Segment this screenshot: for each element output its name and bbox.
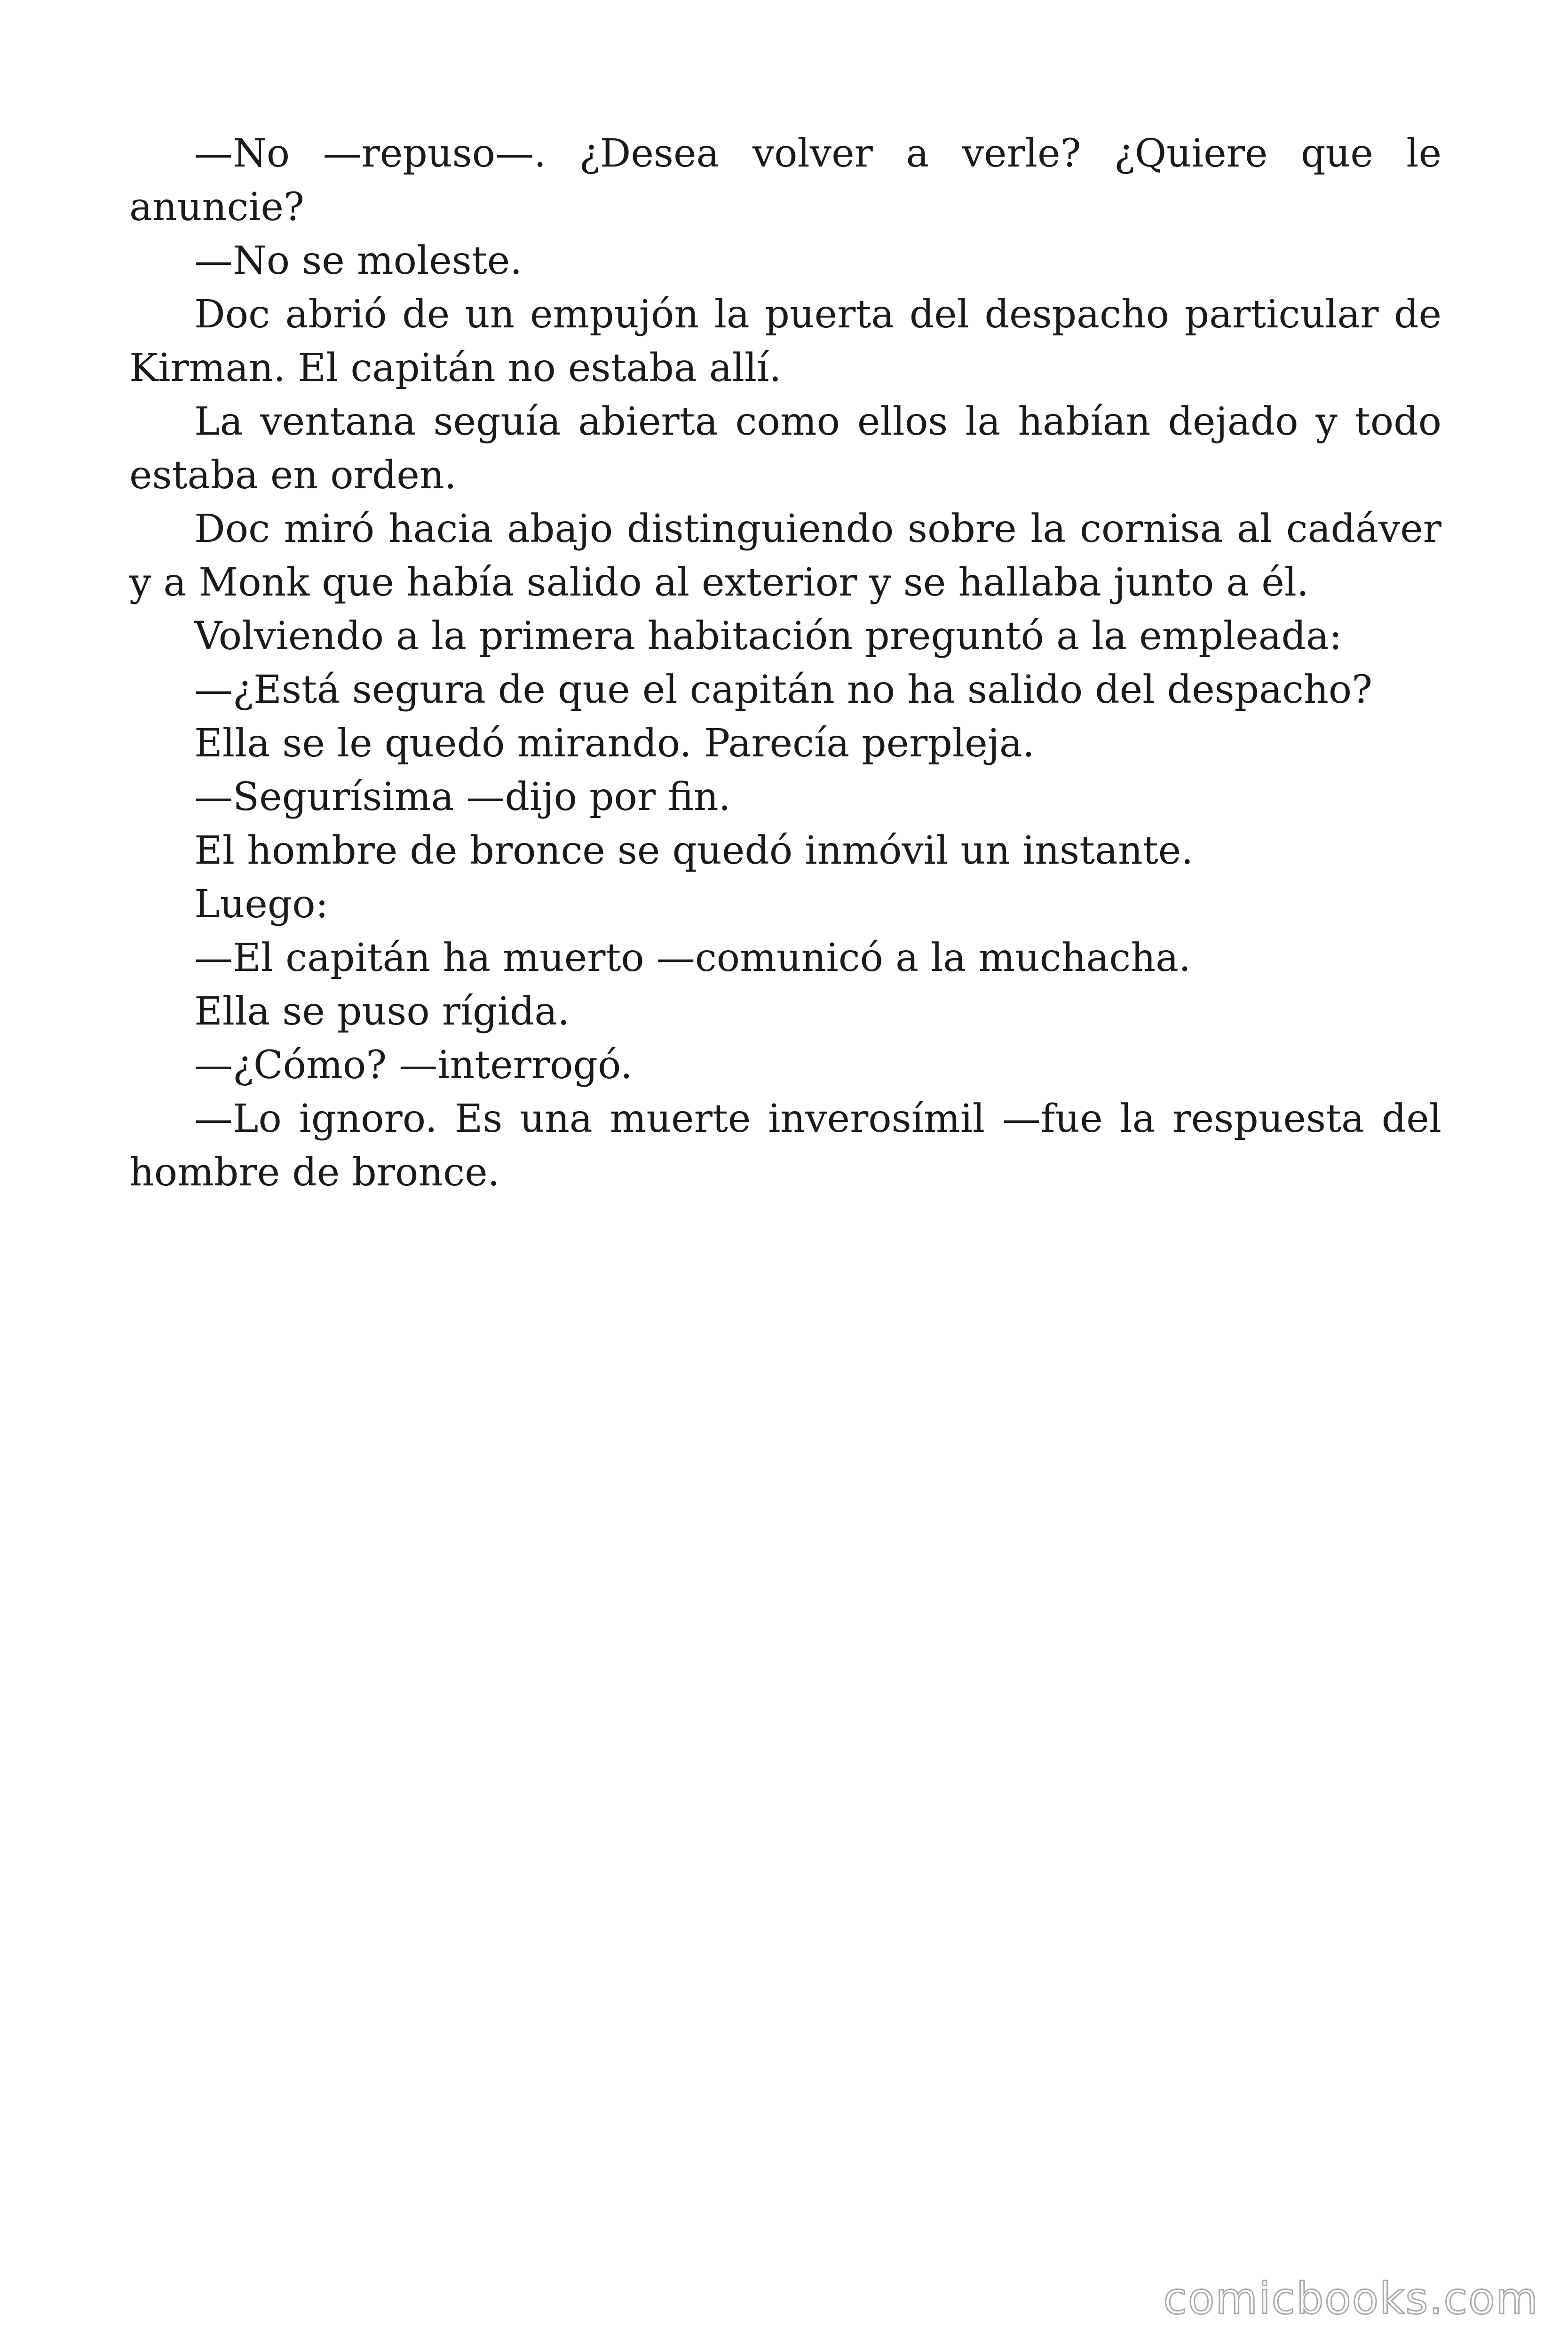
paragraph: —El capitán ha muerto —comunicó a la muchacha. [194, 936, 1191, 980]
paragraph: —¿Está segura de que el capitán no ha salido del despacho? [194, 667, 1373, 712]
paragraph: —¿Cómo? —interrogó. [194, 1043, 633, 1088]
paragraph: Ella se le quedó mirando. Parecía perpleja. [194, 721, 1035, 766]
paragraph: La ventana seguía abierta como ellos la habían dejado y todo estaba en orden. [129, 399, 1441, 498]
paragraph: Doc miró hacia abajo distinguiendo sobre la cornisa al cadáver y a Monk que había salido al exterior y se hallaba junto a él. [129, 507, 1441, 605]
paragraph: Doc abrió de un empujón la puerta del despacho particular de Kirman. El capitán no estaba allí. [129, 292, 1441, 390]
paragraph: —No se moleste. [194, 238, 523, 283]
paragraph: Ella se puso rígida. [194, 989, 570, 1034]
paragraph: —No —repuso—. ¿Desea volver a verle? ¿Quiere que le anuncie? [129, 131, 1441, 230]
paragraph: —Segurísima —dijo por fin. [194, 775, 731, 819]
paragraph: El hombre de bronce se quedó inmóvil un instante. [194, 828, 1194, 873]
page-text [129, 127, 1441, 1200]
watermark: comicbooks.com [1163, 2273, 1539, 2324]
paragraph: Luego: [194, 882, 329, 927]
paragraph: Volviendo a la primera habitación preguntó a la empleada: [194, 614, 1342, 659]
paragraph: —Lo ignoro. Es una muerte inverosímil —fue la respuesta del hombre de bronce. [129, 1097, 1441, 1195]
